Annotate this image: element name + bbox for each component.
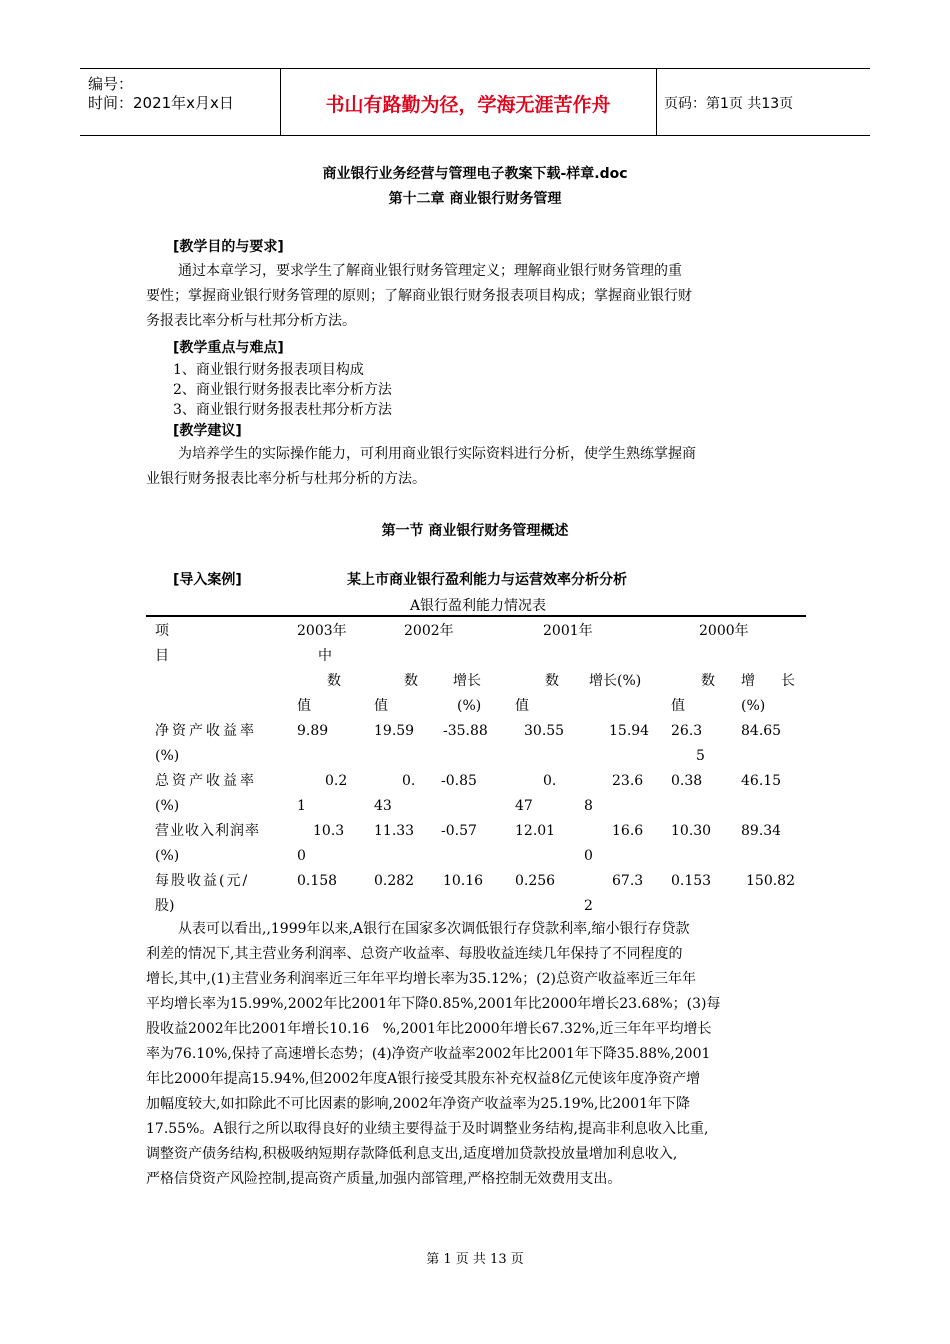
table-row-name-unit: 股) [155,898,175,914]
objectives-line-3: 务报表比率分析与杜邦分析方法。 [146,313,356,329]
th-2001-growth: 增长(%) [589,673,642,689]
table-cell: 10.16 [443,873,484,889]
case-label: [导入案例] [173,572,242,588]
header-page-info: 页码：第1页 共13页 [664,96,794,112]
analysis-line-4: 平均增长率为15.99%,2002年比2001年下降0.85%,2001年比2000年增长23.68%；(3)每 [146,996,721,1012]
header-top-rule [80,68,870,69]
header-bottom-rule [80,135,870,136]
th-2002-value-b: 值 [374,698,388,714]
objectives-line-1: 通过本章学习，要求学生了解商业银行财务管理定义；理解商业银行财务管理的重 [178,263,682,279]
doc-title: 商业银行业务经营与管理电子教案下载-样章.doc [322,166,628,182]
analysis-line-6: 率为76.10%,保持了高速增长态势；(4)净资产收益率2002年比2001年下降35.88%,2001 [146,1046,711,1062]
table-cell: 43 [374,798,392,814]
header-divider-right [656,68,657,136]
table-cell: 26.3 [671,723,703,739]
table-cell: 8 [584,798,593,814]
table-cell: 9.89 [297,723,329,739]
header-motto: 书山有路勤为径，学海无涯苦作舟 [325,94,611,116]
th-2000-value-a: 数 [701,673,715,689]
table-row-name-unit: (%) [155,798,180,814]
analysis-line-11: 严格信贷资产风险控制,提高资产质量,加强内部管理,严格控制无效费用支出。 [146,1171,622,1187]
th-2002: 2002年 [404,623,454,639]
th-2002-growth-b: (%) [457,698,482,714]
table-cell: -0.85 [441,773,477,789]
table-cell: 0.153 [671,873,712,889]
th-item-a: 项 [155,623,169,639]
table-row-name: 营业收入利润率 [155,823,260,839]
analysis-line-2: 利差的情况下,其主营业务利润率、总资产收益率、每股收益连续几年保持了不同程度的 [146,946,683,962]
doc-number-label: 编号： [88,75,134,93]
table-cell: 67.3 [612,873,644,889]
keypoint-item-3: 3、商业银行财务报表杜邦分析方法 [173,402,392,418]
analysis-line-3: 增长,其中,(1)主营业务利润率近三年年平均增长率为35.12%；(2)总资产收益率近三年年 [146,971,696,987]
table-cell: 19.59 [374,723,415,739]
analysis-line-1: 从表可以看出,,1999年以来,A银行在国家多次调低银行存贷款利率,缩小银行存贷款 [178,921,690,937]
suggestion-line-2: 业银行财务报表比率分析与杜邦分析的方法。 [146,471,426,487]
table-cell: 11.33 [374,823,415,839]
keypoint-item-1: 1、商业银行财务报表项目构成 [173,362,364,378]
th-2001-value-b: 值 [515,698,529,714]
chapter-title: 第十二章 商业银行财务管理 [388,191,562,207]
th-2001-value-a: 数 [545,673,559,689]
th-2000-growth-b: 长 [781,673,795,689]
page-footer: 第 1 页 共 13 页 [426,1252,524,1267]
objectives-heading: [教学目的与要求] [173,239,284,255]
th-2000: 2000年 [699,623,749,639]
table-cell: 89.34 [741,823,782,839]
th-2003-value-a: 数 [327,673,341,689]
table-cell: 0.282 [374,873,415,889]
table-cell: 16.6 [612,823,644,839]
th-2000-growth-a: 增 [741,673,755,689]
table-cell: 0.256 [515,873,556,889]
section1-title: 第一节 商业银行财务管理概述 [381,523,569,539]
suggestion-heading: [教学建议] [173,423,242,439]
table-row-name: 总资产收益率 [155,773,257,789]
table-cell: -0.57 [441,823,477,839]
case-title: 某上市商业银行盈利能力与运营效率分析分析 [347,572,627,588]
table-cell: 150.82 [746,873,795,889]
suggestion-line-1: 为培养学生的实际操作能力，可利用商业银行实际资料进行分析，使学生熟练掌握商 [178,446,696,462]
header-divider-left [280,68,281,136]
analysis-line-10: 调整资产债务结构,积极吸纳短期存款降低利息支出,适度增加贷款投放量增加利息收入, [146,1146,678,1162]
table-row-name: 每股收益(元/ [155,873,250,889]
th-2002-growth-a: 增长 [453,673,481,689]
table-cell: 2 [584,898,593,914]
objectives-line-2: 要性；掌握商业银行财务管理的原则；了解商业银行财务报表项目构成；掌握商业银行财 [146,288,692,304]
table-cell: 12.01 [515,823,556,839]
keypoints-heading: [教学重点与难点] [173,340,284,356]
table-cell: 47 [515,798,533,814]
table-top-rule [146,615,806,617]
table-cell: 0 [297,848,306,864]
table-cell: 0.158 [297,873,338,889]
table-cell: 10.3 [313,823,345,839]
table-cell: -35.88 [443,723,488,739]
table-row-name-unit: (%) [155,748,180,764]
table-cell: 0. [402,773,416,789]
th-2003-value-b: 值 [297,698,311,714]
keypoint-item-2: 2、商业银行财务报表比率分析方法 [173,382,392,398]
th-2003: 2003年 [297,623,347,639]
th-2001: 2001年 [543,623,593,639]
table-row-name: 净资产收益率 [155,723,257,739]
table-cell: 1 [297,798,306,814]
table-cell: 0 [584,848,593,864]
table-cell: 0.38 [671,773,703,789]
th-item-b: 目 [155,648,169,664]
th-2000-growth-c: (%) [741,698,766,714]
table-cell: 0.2 [325,773,348,789]
th-2000-value-b: 值 [671,698,685,714]
table-cell: 23.6 [612,773,644,789]
th-2002-value-a: 数 [404,673,418,689]
table-title: A银行盈利能力情况表 [409,598,547,614]
table-cell: 30.55 [524,723,565,739]
table-cell: 10.30 [671,823,712,839]
table-cell: 15.94 [609,723,650,739]
table-cell: 5 [696,748,705,764]
doc-time-label: 时间：2021年x月x日 [88,94,234,112]
analysis-line-9: 17.55%。A银行之所以取得良好的业绩主要得益于及时调整业务结构,提高非利息收入比重, [146,1121,709,1137]
table-cell: 0. [543,773,557,789]
table-cell: 84.65 [741,723,782,739]
analysis-line-8: 加幅度较大,如扣除此不可比因素的影响,2002年净资产收益率为25.19%,比2001年下降 [146,1096,690,1112]
table-cell: 46.15 [741,773,782,789]
th-2003-mid: 中 [318,648,332,664]
analysis-line-7: 年比2000年提高15.94%,但2002年度A银行接受其股东补充权益8亿元使该年度净资产增 [146,1071,701,1087]
table-row-name-unit: (%) [155,848,180,864]
analysis-line-5: 股收益2002年比2001年增长10.16 %,2001年比2000年增长67.32%,近三年年平均增长 [146,1021,712,1037]
